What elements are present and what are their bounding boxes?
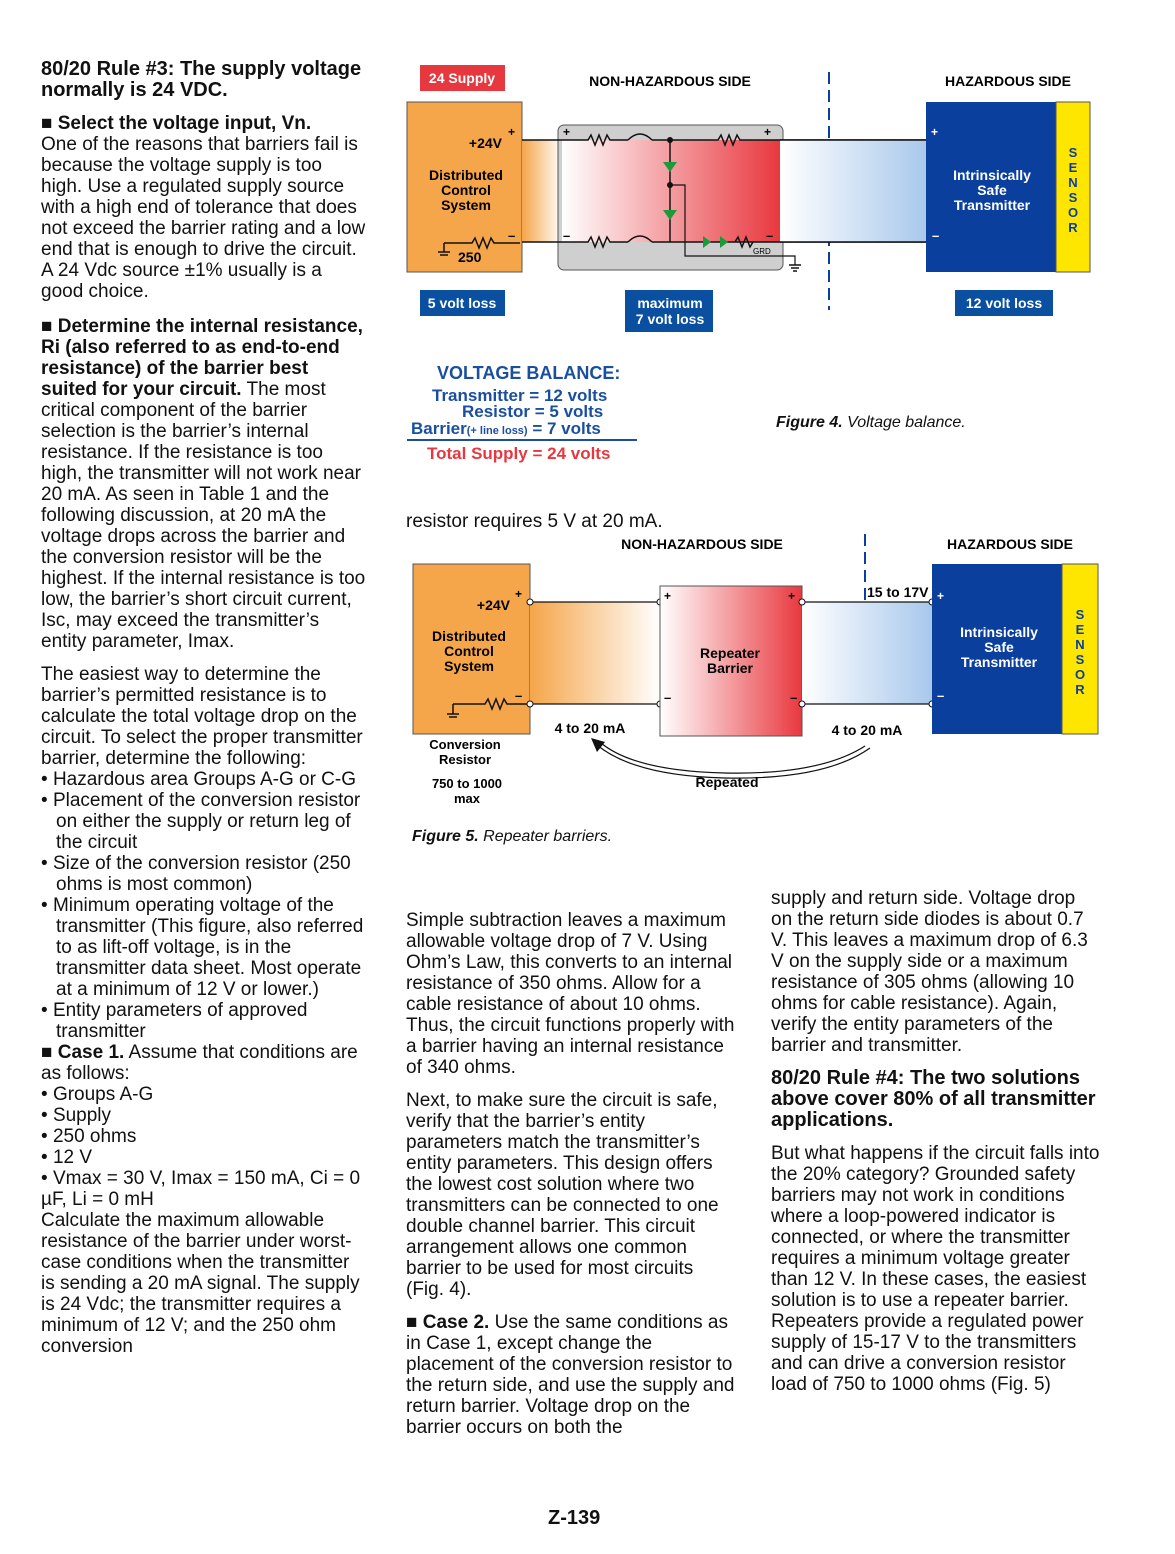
conversion-label-2: Resistor (438, 752, 492, 767)
middle-column (406, 910, 736, 1450)
minus-sign: – (937, 688, 945, 703)
case1-text: Assume that conditions are as follows: (41, 1042, 358, 1084)
barrier-red-zone (562, 140, 780, 242)
minus-sign: – (508, 228, 516, 243)
figure-5-diagram (405, 530, 1105, 815)
sensor-letter: N (1068, 175, 1078, 190)
voltage-15-17-label: 15 to 17V (867, 584, 929, 600)
dcs-label-3: System (444, 658, 494, 674)
plus-sign: + (515, 587, 523, 601)
junction-dot (667, 137, 673, 143)
minus-sign: – (790, 690, 798, 705)
ri-text: The most critical component of the barrier selection is the barrier’s internal resistance. If the resistance is too high, the transmitter will not work near 20 mA. As seen in Table 1 and the following discussion, at 20 mA the voltage drops across the barrier and the conversion resistor will be the highest. If the internal resistance is too low, the barrier’s short circuit current, Isc, may exceed the transmitter’s entity parameter, Imax. (41, 379, 366, 652)
rule3-heading: 80/20 Rule #3: The supply voltage normally is 24 VDC. (41, 58, 362, 101)
transmitter-label-3: Transmitter (960, 654, 1038, 670)
vn-paragraph (41, 113, 366, 302)
list-item: • 250 ohms (41, 1126, 366, 1147)
vn-text: One of the reasons that barriers fail is because the voltage supply is too high. Use a regulated supply source with a high end of tolerance that does not exceed the barrier rating and a low end that is enough to drive the circuit. A 24 Vdc source ±1% usually is a good choice. (41, 134, 366, 302)
transmitter-label-2: Safe (977, 182, 1007, 198)
sensor-letter: O (1067, 205, 1079, 220)
terminal-dot (527, 701, 533, 707)
minus-sign: – (563, 228, 571, 243)
plus-sign: + (931, 125, 939, 139)
conversion-label-1: Conversion (429, 737, 501, 752)
non-hazardous-label: NON-HAZARDOUS SIDE (589, 73, 751, 89)
dcs-label-1: Distributed (429, 167, 503, 183)
left-column (41, 59, 366, 1357)
resistor-line: resistor requires 5 V at 20 mA. (406, 511, 663, 532)
vb-barrier-value: = 7 volts (527, 419, 601, 438)
vb-divider (407, 439, 637, 441)
case2-text: Use the same conditions as in Case 1, except change the placement of the conversion resistor to the return side, and use the supply and return barrier. Voltage drop on the barrier occurs on both the (406, 1312, 735, 1438)
sensor-letter: O (1074, 667, 1086, 682)
hazardous-label: HAZARDOUS SIDE (946, 536, 1074, 552)
sensor-letter: S (1068, 190, 1078, 205)
caption-text: Repeater barriers. (478, 828, 613, 845)
hazardous-gradient (780, 140, 928, 242)
list-item: • Hazardous area Groups A-G or C-G (41, 769, 366, 790)
caption-text: Voltage balance. (842, 414, 966, 431)
sensor-letter: N (1075, 637, 1085, 652)
list-item: • 12 V (41, 1147, 366, 1168)
grd-label: GRD (753, 247, 771, 256)
right-column (771, 888, 1101, 1407)
loss-5-label: 5 volt loss (427, 295, 497, 311)
plus-sign: + (937, 589, 945, 603)
calc-paragraph: Calculate the maximum allowable resistance of the barrier under worst-case conditions when the transmitter is sending a 20 mA signal. The supply is 24 Vdc; the transmitter requires a minimum of 12 V; and the 250 ohm conversion (41, 1210, 360, 1357)
sensor-letter: E (1075, 622, 1085, 637)
list-item: • Entity parameters of approved transmitter (41, 1000, 366, 1042)
conversion-value-2: max (453, 791, 481, 806)
loss-7-label-2: 7 volt loss (635, 311, 705, 327)
case2-heading: ■ Case 2. (406, 1312, 490, 1333)
supply-gradient (522, 140, 562, 242)
vb-transmitter-line: Transmitter = 12 volts (432, 386, 608, 405)
plus-24v-label: +24V (468, 135, 502, 151)
repeated-label: Repeated (695, 774, 759, 790)
vn-heading: ■ Select the voltage input, Vn. (41, 113, 312, 134)
transmitter-label-3: Transmitter (953, 197, 1031, 213)
supply-gradient (530, 602, 660, 704)
current-label-right: 4 to 20 mA (831, 722, 903, 738)
vb-barrier-sub: (+ line loss) (466, 425, 528, 437)
repeater-label-2: Barrier (707, 660, 753, 676)
plus-sign: + (664, 589, 672, 603)
conversion-value-1: 750 to 1000 (431, 776, 503, 791)
plus-sign: + (508, 125, 516, 139)
current-label-left: 4 to 20 mA (554, 720, 626, 736)
case1-paragraph (41, 1042, 366, 1084)
ri-paragraph (41, 316, 366, 652)
voltage-balance-title: VOLTAGE BALANCE: (437, 363, 621, 383)
sensor-letter: R (1075, 682, 1085, 697)
loss-12-label: 12 volt loss (965, 295, 1043, 311)
sensor-letter: R (1068, 220, 1078, 235)
repeater-label-1: Repeater (700, 645, 760, 661)
middle-paragraph-1: Simple subtraction leaves a maximum allowable voltage drop of 7 V. Using Ohm’s Law, this converts to an internal resistance of 350 ohms. Allow for a cable resistance of about 10 ohms. Thus, the circuit functions properly with a barrier having an internal resistance of 340 ohms. (406, 910, 735, 1078)
sensor-letter: E (1068, 160, 1078, 175)
minus-sign: – (766, 228, 774, 243)
supply-badge-label: 24 Supply (428, 70, 496, 86)
hazardous-label: HAZARDOUS SIDE (944, 73, 1072, 89)
list-item: • Minimum operating voltage of the transmitter (This figure, also referred to as lift-off voltage, is in the transmitter data sheet. Most operate at a minimum of 12 V or lower.) (41, 895, 366, 1000)
list-item: • Placement of the conversion resistor on either the supply or return leg of the circuit (41, 790, 366, 853)
vb-barrier-label: Barrier (411, 419, 467, 438)
hazardous-gradient (802, 602, 932, 704)
page-number: Z-139 (548, 1507, 601, 1529)
case2-paragraph (406, 1312, 736, 1438)
terminal-dot (527, 599, 533, 605)
sensor-letter: S (1075, 607, 1085, 622)
resistor-250-label: 250 (458, 249, 482, 265)
minus-sign: – (515, 688, 523, 703)
list-item: • Size of the conversion resistor (250 ohms is most common) (41, 853, 366, 895)
transmitter-label-1: Intrinsically (953, 167, 1031, 183)
list-item: • Vmax = 30 V, Imax = 150 mA, Ci = 0 µF, Li = 0 mH (41, 1168, 366, 1210)
dcs-label-2: Control (441, 182, 491, 198)
plus-sign: + (764, 125, 772, 139)
list-item: • Groups A-G (41, 1084, 366, 1105)
right-paragraph-2: But what happens if the circuit falls into the 20% category? Grounded safety barriers may not work in conditions where a loop-powered indicator is connected, or where the transmitter requires a minimum voltage greater than 12 V. In these cases, the easiest solution is to use a repeater barrier. Repeaters provide a regulated power supply of 15-17 V to the transmitters and can drive a conversion resistor load of 750 to 1000 ohms (Fig. 5) (771, 1143, 1100, 1395)
vb-total-line: Total Supply = 24 volts (427, 444, 611, 463)
plus-sign: + (788, 589, 796, 603)
transmitter-label-1: Intrinsically (960, 624, 1038, 640)
list-item: • Supply (41, 1105, 366, 1126)
dcs-label-1: Distributed (432, 628, 506, 644)
rule4-heading: 80/20 Rule #4: The two solutions above cover 80% of all transmitter applications. (771, 1067, 1096, 1131)
loss-7-label-1: maximum (637, 295, 703, 311)
selection-bullets (41, 769, 366, 1042)
case1-bullets (41, 1084, 366, 1210)
right-paragraph-1: supply and return side. Voltage drop on the return side diodes is about 0.7 V. This leaves a maximum drop of 6.3 V on the supply side or a maximum resistance of 305 ohms (allowing 10 ohms for cable resistance). Again, verify the entity parameters of the barrier and transmitter. (771, 888, 1088, 1056)
terminal-dot (799, 701, 805, 707)
transmitter-label-2: Safe (984, 639, 1014, 655)
non-hazardous-label: NON-HAZARDOUS SIDE (621, 536, 783, 552)
plus-sign: + (563, 125, 571, 139)
caption-number: Figure 4. (776, 414, 843, 431)
case1-heading: ■ Case 1. (41, 1042, 125, 1063)
vb-barrier-line (411, 419, 601, 439)
figure-4-diagram (400, 60, 1100, 350)
dcs-label-2: Control (444, 643, 494, 659)
sensor-letter: S (1068, 145, 1078, 160)
easiest-paragraph: The easiest way to determine the barrier’s permitted resistance is to calculate the total voltage drop on the circuit. To select the proper transmitter barrier, determine the following: (41, 664, 363, 769)
figure-5-caption (412, 828, 612, 846)
sensor-letter: S (1075, 652, 1085, 667)
middle-paragraph-2: Next, to make sure the circuit is safe, verify that the barrier’s entity parameters match the transmitter’s entity parameters. This design offers the lowest cost solution where two transmitters can be connected to one double channel barrier. This circuit arrangement allows one common barrier to be used for most circuits (Fig. 4). (406, 1090, 719, 1300)
dcs-label-3: System (441, 197, 491, 213)
figure-4-caption (776, 414, 966, 432)
minus-sign: – (664, 690, 672, 705)
caption-number: Figure 5. (412, 828, 479, 845)
plus-24v-label: +24V (476, 597, 510, 613)
vb-resistor-line: Resistor = 5 volts (462, 402, 604, 421)
terminal-dot (799, 599, 805, 605)
ri-heading: ■ Determine the internal resistance, Ri (also referred to as end-to-end resistance) of the barrier best suited for your circuit. (41, 316, 363, 400)
minus-sign: – (932, 228, 940, 243)
